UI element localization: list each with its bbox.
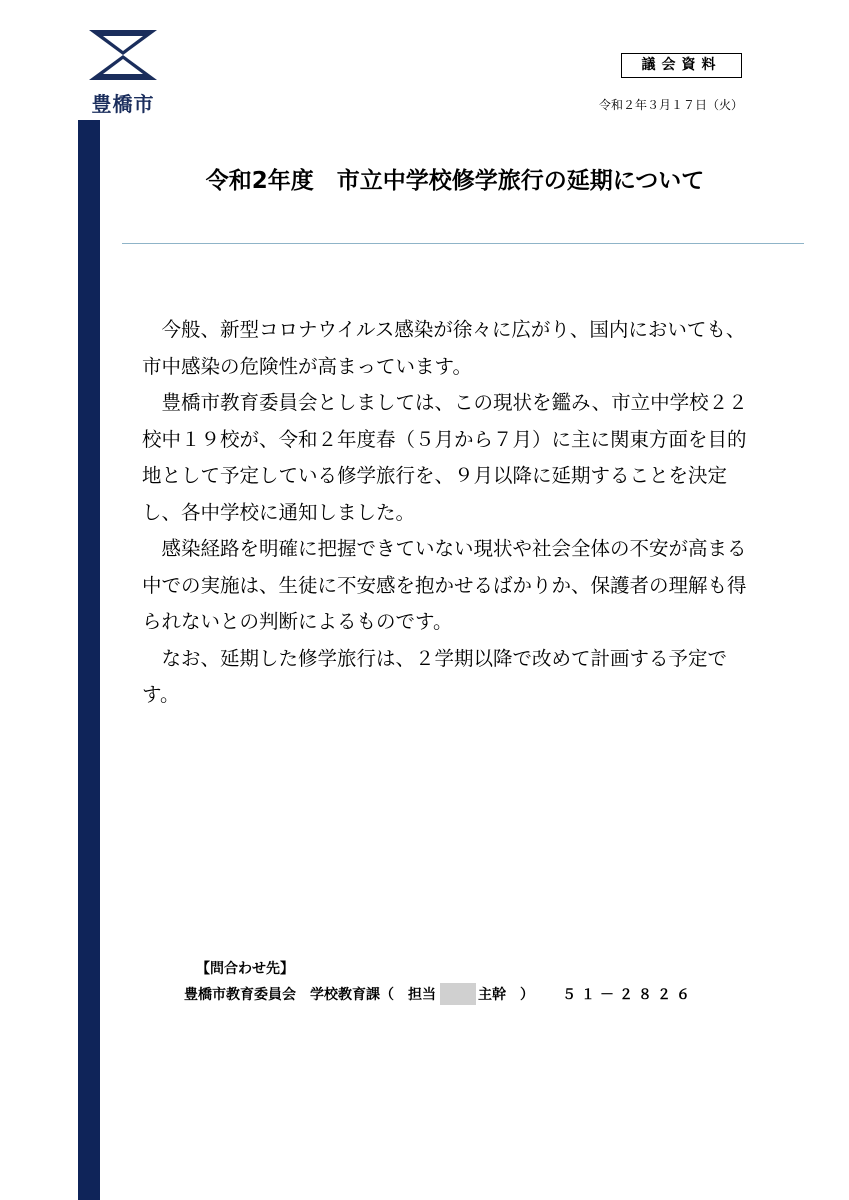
redacted-name — [440, 983, 476, 1005]
left-accent-bar — [78, 120, 100, 1200]
contact-heading: 【問合わせ先】 — [196, 961, 294, 977]
logo-text: 豊橋市 — [91, 92, 155, 116]
contact-department: 豊橋市教育委員会 学校教育課（ 担当 — [184, 987, 436, 1003]
contact-line — [184, 983, 695, 1005]
paragraph: なお、延期した修学旅行は、２学期以降で改めて計画する予定です。 — [142, 646, 728, 706]
document-date: 令和２年３月１７日（火） — [598, 98, 743, 112]
document-tag: 議会資料 — [621, 53, 742, 78]
contact-phone: ５１－２８２６ — [562, 987, 695, 1003]
paragraph: 豊橋市教育委員会としましては、この現状を鑑み、市立中学校２２校中１９校が、令和２年度春（５月から７月）に主に関東方面を目的地として予定している修学旅行を、９月以降に延期することを決定し、各中学校に通知しました。 — [142, 391, 748, 524]
page-title: 令和2年度 市立中学校修学旅行の延期について — [205, 168, 705, 194]
contact-role: 主幹 ） — [478, 987, 534, 1003]
city-logo — [84, 28, 162, 116]
toyohashi-emblem-icon — [87, 28, 159, 82]
paragraph: 今般、新型コロナウイルス感染が徐々に広がり、国内においても、市中感染の危険性が高まっています。 — [142, 318, 746, 378]
body-text — [142, 312, 752, 714]
title-divider — [122, 243, 804, 244]
paragraph: 感染経路を明確に把握できていない現状や社会全体の不安が高まる中での実施は、生徒に不安感を抱かせるばかりか、保護者の理解も得られないとの判断によるものです。 — [142, 537, 747, 633]
